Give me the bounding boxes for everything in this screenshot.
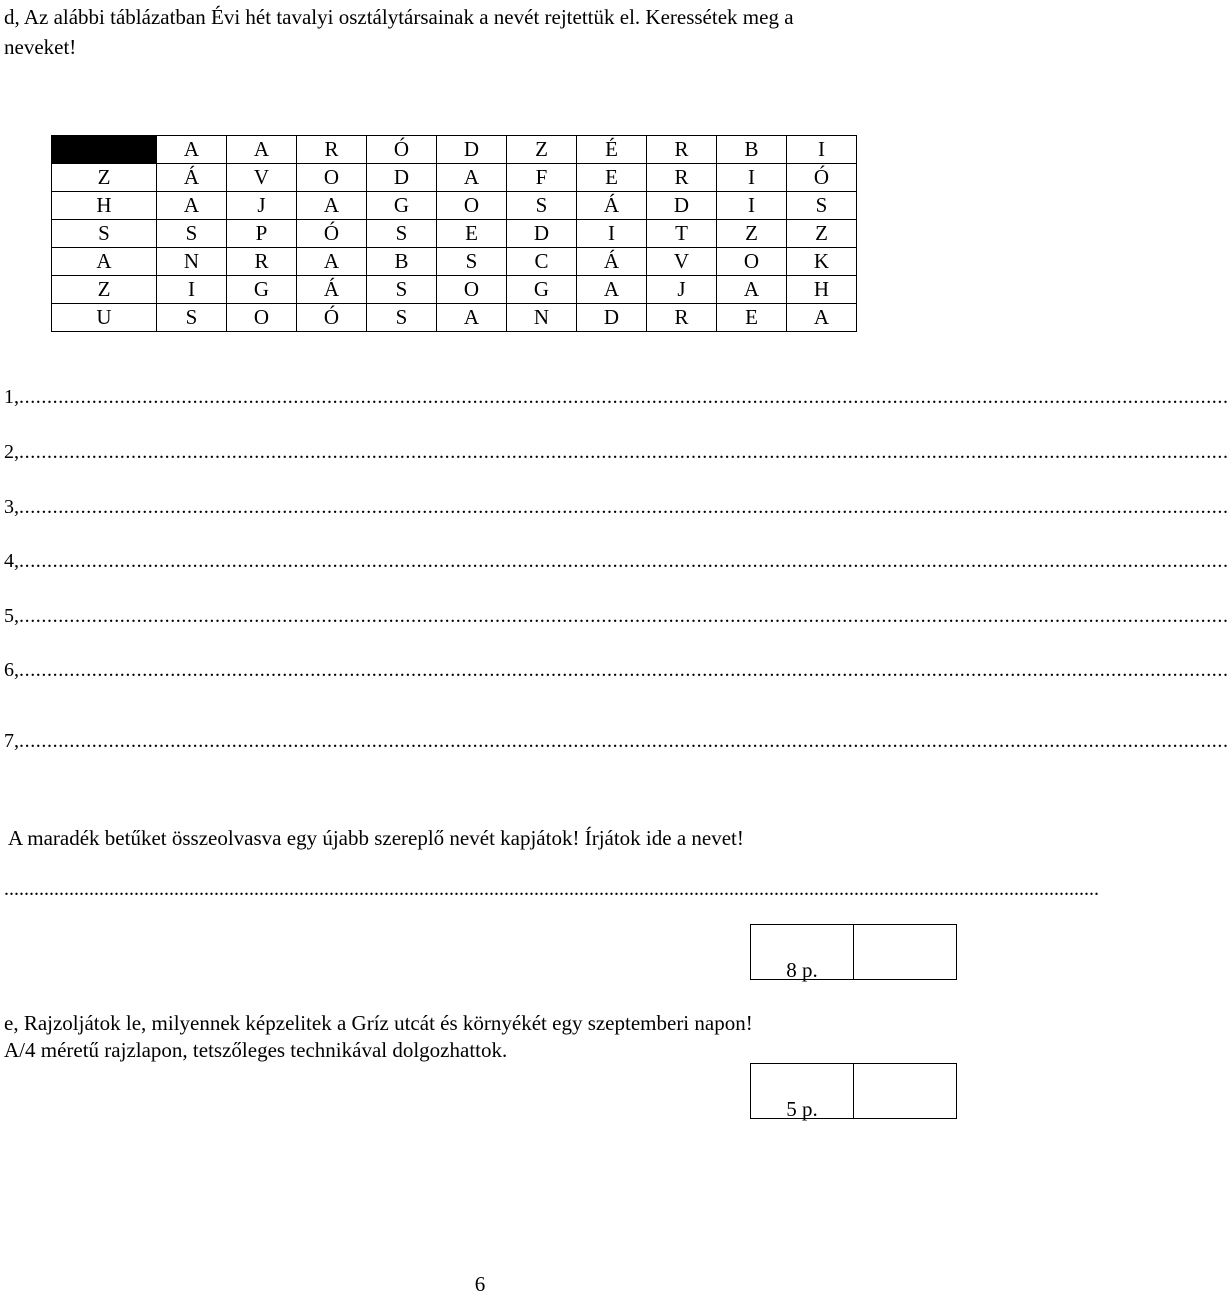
grid-cell: A xyxy=(787,304,857,332)
answer-dotted-line: ........................................................................................................................................................................................................................ xyxy=(19,550,1229,572)
grid-cell: Á xyxy=(577,248,647,276)
grid-cell: Ó xyxy=(297,220,367,248)
answer-dotted-line: ........................................................................................................................................................................................................................ xyxy=(19,605,1229,627)
grid-cell: S xyxy=(787,192,857,220)
grid-cell: Z xyxy=(507,136,577,164)
answer-line[interactable] xyxy=(4,658,1229,682)
grid-cell: R xyxy=(297,136,367,164)
grid-cell: Z xyxy=(717,220,787,248)
grid-cell: Á xyxy=(577,192,647,220)
grid-cell: D xyxy=(367,164,437,192)
answer-line[interactable] xyxy=(4,604,1229,628)
letter-grid xyxy=(51,135,857,332)
score-box-d xyxy=(750,924,957,980)
grid-row xyxy=(52,192,857,220)
grid-row xyxy=(52,248,857,276)
grid-cell: I xyxy=(577,220,647,248)
grid-cell: I xyxy=(787,136,857,164)
grid-cell: V xyxy=(647,248,717,276)
grid-cell: S xyxy=(367,276,437,304)
grid-cell: S xyxy=(367,220,437,248)
grid-cell: N xyxy=(157,248,227,276)
remaining-letters-instruction: A maradék betűket összeolvasva egy újabb szereplő nevét kapjátok! Írjátok ide a nevet! xyxy=(8,826,744,850)
grid-cell: O xyxy=(297,164,367,192)
grid-cell: E xyxy=(437,220,507,248)
grid-cell: O xyxy=(437,276,507,304)
grid-cell: T xyxy=(647,220,717,248)
grid-cell: R xyxy=(227,248,297,276)
answer-line[interactable] xyxy=(4,495,1229,519)
score-label-e: 5 p. xyxy=(786,1097,818,1121)
score-label-d: 8 p. xyxy=(786,958,818,982)
grid-cell: A xyxy=(437,164,507,192)
answer-dotted-line: ........................................................................................................................................................................................................................ xyxy=(19,441,1229,463)
grid-cell: Ó xyxy=(297,304,367,332)
grid-cell: S xyxy=(52,220,157,248)
grid-cell-blacked-out xyxy=(52,136,157,164)
remaining-name-answer-line[interactable]: ........................................................................................................................................................................................................................... xyxy=(4,878,1099,900)
grid-cell: S xyxy=(367,304,437,332)
grid-cell: E xyxy=(717,304,787,332)
answer-dotted-line: ........................................................................................................................................................................................................................ xyxy=(19,386,1229,408)
grid-cell: Ó xyxy=(787,164,857,192)
grid-cell: Á xyxy=(297,276,367,304)
grid-cell: S xyxy=(157,220,227,248)
grid-cell: R xyxy=(647,136,717,164)
grid-cell: I xyxy=(717,192,787,220)
grid-cell: B xyxy=(367,248,437,276)
grid-cell: K xyxy=(787,248,857,276)
grid-cell: A xyxy=(297,192,367,220)
grid-row xyxy=(52,220,857,248)
grid-cell: Á xyxy=(157,164,227,192)
grid-cell: U xyxy=(52,304,157,332)
grid-cell: D xyxy=(507,220,577,248)
grid-cell: A xyxy=(227,136,297,164)
grid-cell: D xyxy=(577,304,647,332)
grid-cell: C xyxy=(507,248,577,276)
grid-cell: A xyxy=(437,304,507,332)
score-box-divider xyxy=(853,1064,854,1118)
answer-dotted-line: ........................................................................................................................................................................................................................ xyxy=(19,730,1229,752)
grid-cell: S xyxy=(437,248,507,276)
grid-cell: G xyxy=(507,276,577,304)
grid-cell: Ó xyxy=(367,136,437,164)
grid-row xyxy=(52,164,857,192)
grid-cell: A xyxy=(717,276,787,304)
grid-cell: A xyxy=(577,276,647,304)
grid-cell: J xyxy=(227,192,297,220)
task-e-line1: e, Rajzoljátok le, milyennek képzelitek a Gríz utcát és környékét egy szeptemberi napon! xyxy=(4,1011,753,1035)
grid-cell: A xyxy=(52,248,157,276)
grid-row xyxy=(52,276,857,304)
grid-cell: V xyxy=(227,164,297,192)
grid-cell: A xyxy=(297,248,367,276)
grid-cell: Z xyxy=(787,220,857,248)
answer-number: 1, xyxy=(4,386,19,408)
grid-cell: I xyxy=(717,164,787,192)
grid-cell: É xyxy=(577,136,647,164)
answer-number: 5, xyxy=(4,605,19,627)
answer-number: 3, xyxy=(4,496,19,518)
task-d-intro-line1: d, Az alábbi táblázatban Évi hét tavalyi osztálytársainak a nevét rejtettük el. Keressétek meg a xyxy=(4,5,794,29)
grid-cell: G xyxy=(227,276,297,304)
score-box-e xyxy=(750,1063,957,1119)
grid-cell: G xyxy=(367,192,437,220)
task-e-instructions xyxy=(4,1010,753,1064)
answer-number: 6, xyxy=(4,659,19,681)
grid-cell: H xyxy=(787,276,857,304)
answer-dotted-line: ........................................................................................................................................................................................................................ xyxy=(19,659,1229,681)
task-d-intro-line2: neveket! xyxy=(4,35,77,59)
page-number: 6 xyxy=(474,1272,486,1296)
grid-cell: E xyxy=(577,164,647,192)
grid-row xyxy=(52,304,857,332)
grid-cell: S xyxy=(507,192,577,220)
grid-cell: A xyxy=(157,192,227,220)
grid-cell: A xyxy=(157,136,227,164)
grid-cell: O xyxy=(227,304,297,332)
answer-line[interactable] xyxy=(4,729,1229,753)
grid-cell: H xyxy=(52,192,157,220)
grid-cell: O xyxy=(437,192,507,220)
grid-cell: B xyxy=(717,136,787,164)
answer-number: 7, xyxy=(4,730,19,752)
answer-number: 2, xyxy=(4,441,19,463)
grid-row xyxy=(52,136,857,164)
grid-cell: R xyxy=(647,164,717,192)
grid-cell: Z xyxy=(52,164,157,192)
task-e-line2: A/4 méretű rajzlapon, tetszőleges technikával dolgozhattok. xyxy=(4,1038,508,1062)
answer-dotted-line: ........................................................................................................................................................................................................................ xyxy=(19,496,1229,518)
answer-line[interactable] xyxy=(4,385,1229,409)
task-d-intro xyxy=(4,2,944,62)
answer-line[interactable] xyxy=(4,549,1229,573)
grid-cell: I xyxy=(157,276,227,304)
answer-line[interactable] xyxy=(4,440,1229,464)
grid-cell: N xyxy=(507,304,577,332)
grid-cell: S xyxy=(157,304,227,332)
grid-cell: R xyxy=(647,304,717,332)
grid-cell: O xyxy=(717,248,787,276)
grid-cell: F xyxy=(507,164,577,192)
grid-cell: J xyxy=(647,276,717,304)
score-box-divider xyxy=(853,925,854,979)
grid-cell: D xyxy=(647,192,717,220)
answer-number: 4, xyxy=(4,550,19,572)
grid-cell: D xyxy=(437,136,507,164)
grid-cell: Z xyxy=(52,276,157,304)
grid-cell: P xyxy=(227,220,297,248)
